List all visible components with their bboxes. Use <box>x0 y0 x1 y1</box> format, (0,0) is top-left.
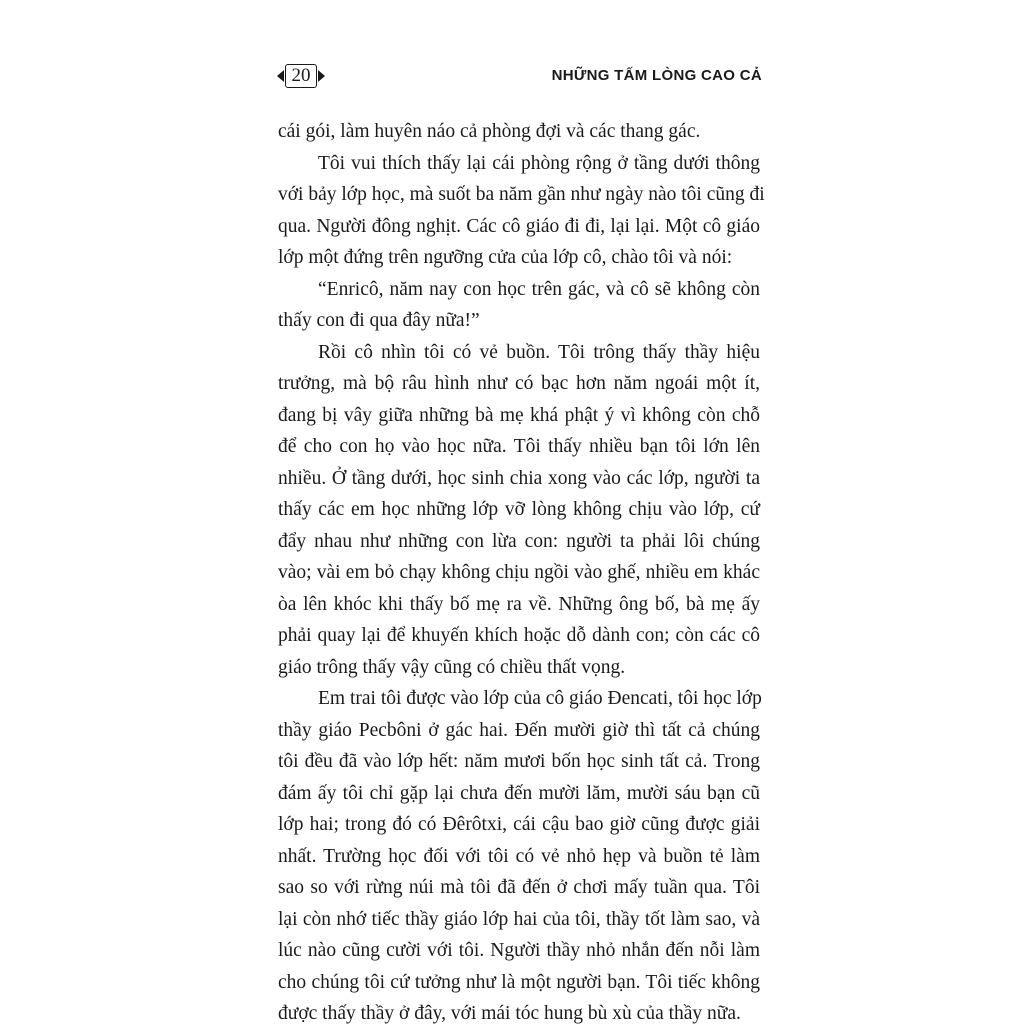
text-line: giáo trông thấy vậy cũng có chiều thất vọng. <box>278 656 626 678</box>
text-line: thấy các em học những lớp vỡ lòng không chịu vào lớp, cứ <box>278 499 760 520</box>
text-line: trưởng, mà bộ râu hình như có bạc hơn năm ngoái một ít, <box>278 373 760 394</box>
text-line: qua. Người đông nghịt. Các cô giáo đi đi, lại lại. Một cô giáo <box>278 215 760 237</box>
text-line: đẩy nhau như những con lừa con: người ta phải lôi chúng <box>278 530 760 552</box>
right-triangle-icon <box>318 70 325 82</box>
text-line: lớp hai; trong đó có Đêrôtxi, cái cậu bao giờ cũng được giải <box>278 814 760 835</box>
page-number: 20 <box>285 64 317 88</box>
text-line: Em trai tôi được vào lớp của cô giáo Đencati, tôi học lớp <box>318 688 762 709</box>
page-header <box>277 64 762 90</box>
text-line: “Enricô, năm nay con học trên gác, và cô sẽ không còn <box>318 278 760 300</box>
text-line: để cho con họ vào học nữa. Tôi thấy nhiều bạn tôi lớn lên <box>278 436 760 457</box>
text-line: thấy con đi qua đây nữa!” <box>278 310 480 331</box>
text-line: Rồi cô nhìn tôi có vẻ buồn. Tôi trông thấy thầy hiệu <box>318 341 760 363</box>
text-line: Tôi vui thích thấy lại cái phòng rộng ở tầng dưới thông <box>318 152 760 174</box>
text-line: đang bị vây giữa những bà mẹ khá phật ý vì không còn chỗ <box>278 404 760 426</box>
text-line: thầy giáo Pecbôni ở gác hai. Đến mười giờ thì tất cả chúng <box>278 719 760 741</box>
text-line: nhiều. Ở tầng dưới, học sinh chia xong vào các lớp, người ta <box>278 467 760 489</box>
text-line: cái gói, làm huyên náo cả phòng đợi và các thang gác. <box>278 121 701 142</box>
page-number-group <box>277 64 325 88</box>
left-triangle-icon <box>277 70 284 82</box>
text-line: lớp một đứng trên ngưỡng cửa của lớp cô, chào tôi và nói: <box>278 247 733 268</box>
body-text <box>278 116 765 1024</box>
text-line: tôi đều đã vào lớp hết: năm mươi bốn học sinh tất cả. Trong <box>278 751 760 772</box>
text-line: lúc nào cũng cười với tôi. Người thầy nhỏ nhắn đến nỗi làm <box>278 940 760 961</box>
text-line: được thấy thầy ở đây, với mái tóc hung bù xù của thầy nữa. <box>278 1003 741 1024</box>
text-line: đám ấy tôi chỉ gặp lại chưa đến mười lăm, mười sáu bạn cũ <box>278 782 760 804</box>
text-line: vào; vài em bỏ chạy không chịu ngồi vào ghế, nhiều em khác <box>278 562 760 583</box>
text-line: với bảy lớp học, mà suốt ba năm gần như ngày nào tôi cũng đi <box>278 184 765 205</box>
text-line: sao so với rừng núi mà tôi đã đến ở chơi mấy tuần qua. Tôi <box>278 877 760 898</box>
text-line: nhất. Trường học đối với tôi có vẻ nhỏ hẹp và buồn tẻ làm <box>278 845 760 867</box>
text-line: cho chúng tôi cứ tưởng như là một người bạn. Tôi tiếc không <box>278 971 760 993</box>
running-title: NHỮNG TẤM LÒNG CAO CẢ <box>551 67 762 84</box>
text-line: lại còn nhớ tiếc thầy giáo lớp hai của tôi, thầy tốt làm sao, và <box>278 908 760 930</box>
text-line: phải quay lại để khuyến khích hoặc dỗ dành con; còn các cô <box>278 625 760 646</box>
text-line: òa lên khóc khi thấy bố mẹ ra về. Những ông bố, bà mẹ ấy <box>278 593 760 615</box>
